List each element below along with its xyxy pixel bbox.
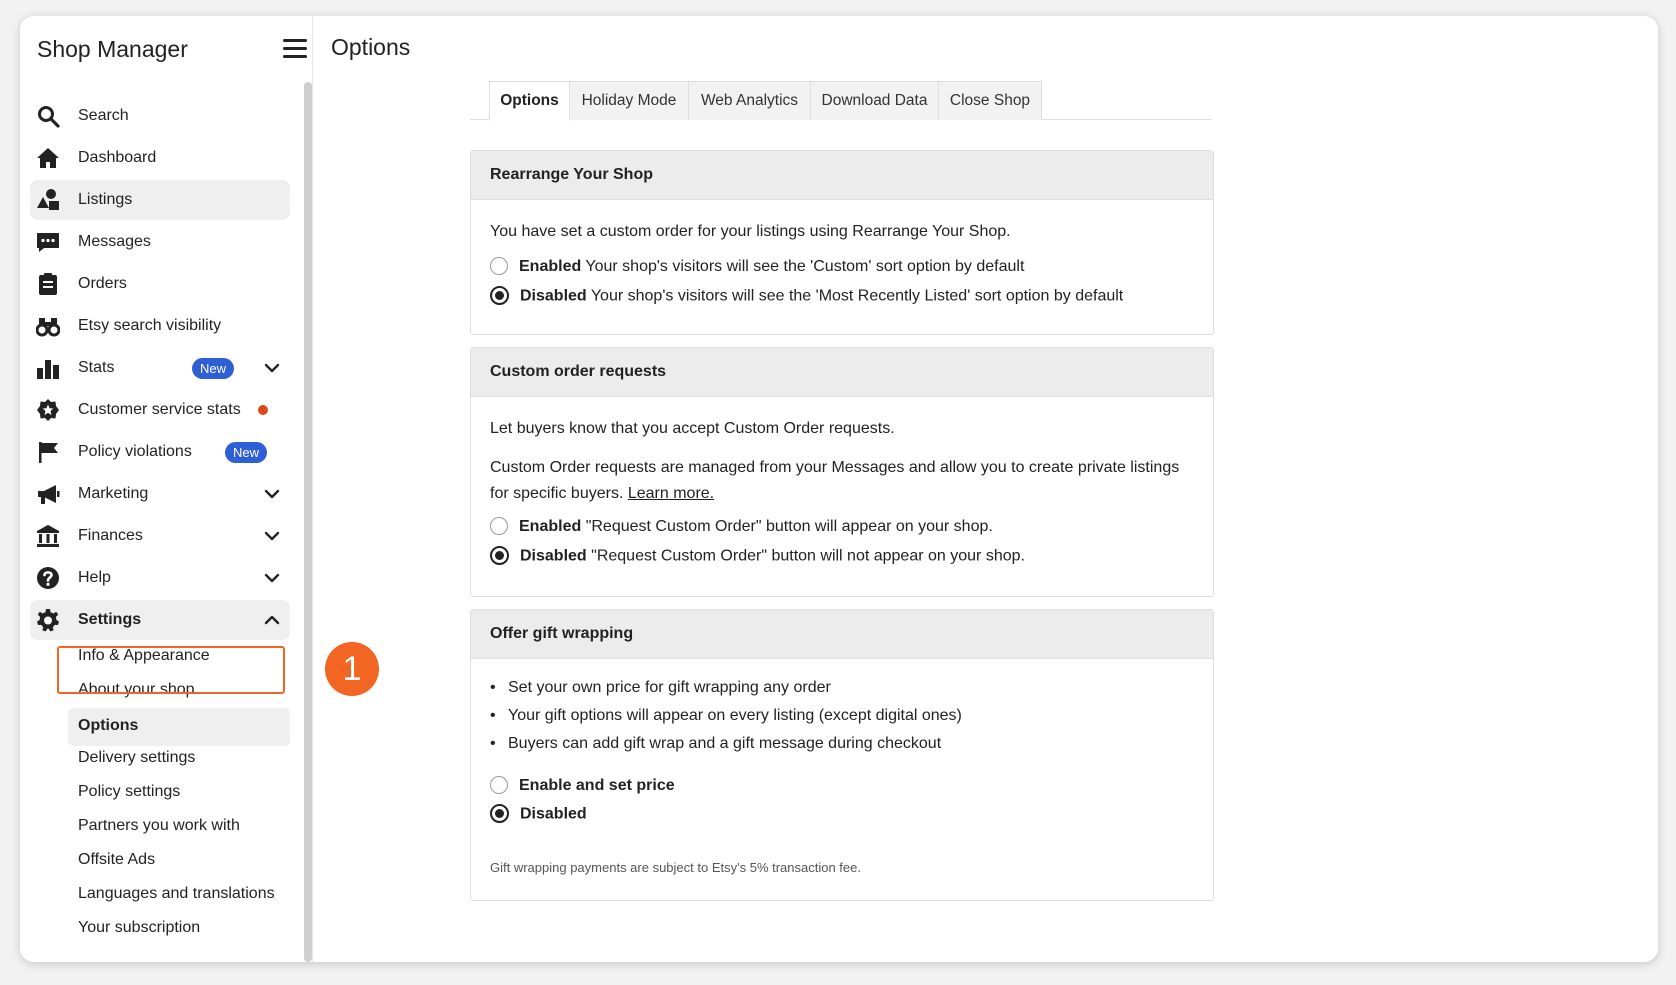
new-badge: New [225,442,267,463]
rearrange-disabled-option[interactable] [490,287,1123,306]
sidebar-item-policy-violations[interactable] [30,432,290,472]
sidebar-item-help[interactable] [30,558,290,598]
tab-close-shop[interactable]: Close Shop [938,81,1042,120]
sidebar-header [37,32,299,68]
option-label: Disabled [520,805,587,823]
card-description: Let buyers know that you accept Custom Order requests. [490,420,895,437]
sidebar-item-label: Marketing [78,485,149,502]
flag-icon [36,440,60,464]
sidebar-scrollbar[interactable] [304,82,312,962]
megaphone-icon [36,482,60,506]
gift-wrap-enable-option[interactable] [490,777,675,795]
list-item: • Your gift options will appear on every listing (except digital ones) [490,707,962,724]
tab-holiday-mode[interactable]: Holiday Mode [569,81,689,120]
subnav-item-label: Your subscription [78,919,201,936]
radio-button-checked[interactable] [490,286,509,305]
subnav-item-subscription[interactable] [30,910,290,946]
subnav-item-options[interactable] [30,706,290,742]
option-label: Enable and set price [519,777,675,795]
option-text: "Request Custom Order" button will appear on your shop. [585,518,993,536]
radio-button[interactable] [490,517,508,535]
card-heading: Rearrange Your Shop [471,151,1213,200]
home-icon [36,146,60,170]
radio-button[interactable] [490,257,508,275]
rearrange-enabled-option[interactable] [490,258,1024,276]
listings-icon [36,188,60,212]
sidebar-item-settings[interactable] [30,600,290,640]
sidebar-item-label: Search [78,107,129,124]
card-heading: Custom order requests [471,348,1213,397]
sidebar-item-label: Messages [78,233,151,250]
sidebar-item-listings[interactable] [30,180,290,220]
card-description: You have set a custom order for your listings using Rearrange Your Shop. [490,223,1011,240]
tab-web-analytics[interactable]: Web Analytics [688,81,811,120]
alert-dot [258,405,268,415]
bank-icon [36,524,60,548]
sidebar-item-messages[interactable] [30,222,290,262]
messages-icon [36,230,60,254]
radio-button-checked[interactable] [490,804,509,823]
subnav-item-offsite-ads[interactable] [30,842,290,878]
custom-order-enabled-option[interactable] [490,518,993,536]
learn-more-link[interactable]: Learn more. [627,485,715,502]
sidebar-item-label: Dashboard [78,149,157,166]
sidebar-item-customer-service-stats[interactable] [30,390,290,430]
subnav-item-label: About your shop [78,681,195,698]
sidebar-item-finances[interactable] [30,516,290,556]
details-text: Custom Order requests are managed from your Messages and allow you to create private listings for specific buyers. [490,459,1180,502]
orders-icon [36,272,60,296]
stats-icon [36,356,60,380]
radio-button-checked[interactable] [490,546,509,565]
app-window [20,16,1658,962]
subnav-item-label: Options [78,717,139,734]
option-label: Enabled [519,518,582,536]
subnav-item-label: Languages and translations [78,885,275,902]
fee-note: Gift wrapping payments are subject to Etsy's 5% transaction fee. [490,860,861,875]
sidebar-item-label: Help [78,569,111,586]
list-item: • Buyers can add gift wrap and a gift message during checkout [490,735,942,752]
chevron-down-icon[interactable] [264,570,280,586]
sidebar [20,16,313,962]
badge-star-icon [36,398,60,422]
sidebar-item-label: Orders [78,275,127,292]
sidebar-item-label: Policy violations [78,443,192,460]
sidebar-item-dashboard[interactable] [30,138,290,178]
chevron-down-icon[interactable] [264,360,280,376]
option-text: Your shop's visitors will see the 'Custom' sort option by default [585,258,1025,276]
custom-order-card [470,347,1214,597]
card-heading: Offer gift wrapping [471,610,1213,659]
new-badge: New [192,358,234,379]
subnav-item-delivery-settings[interactable] [30,740,290,776]
search-icon [36,104,60,128]
sidebar-item-stats[interactable] [30,348,290,388]
sidebar-item-label: Customer service stats [78,401,241,418]
sidebar-item-label: Settings [78,611,142,628]
sidebar-item-search[interactable] [30,96,290,136]
subnav-item-languages[interactable] [30,876,290,912]
custom-order-disabled-option[interactable] [490,547,1025,566]
tab-download-data[interactable]: Download Data [810,81,939,120]
gift-wrap-disabled-option[interactable] [490,805,587,824]
option-label: Enabled [519,258,582,276]
gift-wrapping-card [470,609,1214,901]
subnav-item-label: Offsite Ads [78,851,156,868]
sidebar-title: Shop Manager [37,36,188,62]
sidebar-item-orders[interactable] [30,264,290,304]
help-icon [36,566,60,590]
sidebar-item-label: Stats [78,359,115,376]
chevron-down-icon[interactable] [264,528,280,544]
tab-options[interactable]: Options [489,81,570,121]
sidebar-item-label: Finances [78,527,143,544]
binoculars-icon [36,314,60,338]
subnav-item-label: Partners you work with [78,817,240,834]
highlight-box [57,646,285,694]
gear-icon [36,608,60,632]
sidebar-item-label: Listings [78,191,133,208]
option-text: "Request Custom Order" button will not appear on your shop. [591,547,1025,565]
page-title: Options [331,34,411,60]
sidebar-item-marketing[interactable] [30,474,290,514]
subnav-item-label: Policy settings [78,783,181,800]
list-item: • Set your own price for gift wrapping any order [490,679,831,696]
subnav-item-label: Info & Appearance [78,647,210,664]
chevron-up-icon[interactable] [264,612,280,628]
hamburger-icon[interactable] [283,39,307,59]
sidebar-item-search-visibility[interactable] [30,306,290,346]
step-number-badge: 1 [325,642,379,696]
sidebar-item-label: Etsy search visibility [78,317,222,334]
sidebar-nav [30,96,290,642]
card-details [490,455,1195,507]
option-label: Disabled [520,287,587,305]
rearrange-shop-card [470,150,1214,335]
option-text: Your shop's visitors will see the 'Most Recently Listed' sort option by default [590,287,1124,305]
tab-bar [470,81,1212,120]
subnav-item-policy-settings[interactable] [30,774,290,810]
chevron-down-icon[interactable] [264,486,280,502]
subnav-item-label: Delivery settings [78,749,196,766]
radio-button[interactable] [490,776,508,794]
subnav-item-partners[interactable] [30,808,290,844]
option-label: Disabled [520,547,587,565]
